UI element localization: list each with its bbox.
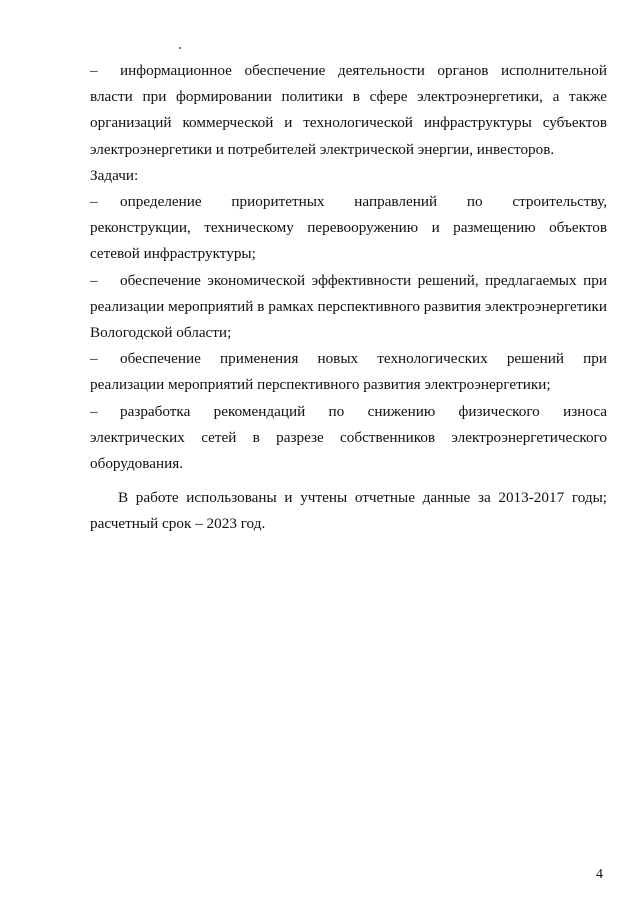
list-item-text: разработка рекомендаций по снижению физического износа электрических сетей в разрезе собственников электроэнергетического оборудования. bbox=[90, 402, 607, 473]
list-dash: – bbox=[90, 350, 98, 368]
list-item-information-support bbox=[90, 58, 607, 163]
list-item-text: обеспечение экономической эффективности решений, предлагаемых при реализации мероприятий в рамках перспективного развития электроэнергетики Вологодской области; bbox=[90, 271, 607, 342]
task-item-efficiency bbox=[90, 268, 607, 347]
document-body bbox=[90, 58, 607, 538]
list-dash: – bbox=[90, 271, 98, 289]
tasks-heading: Задачи: bbox=[90, 166, 139, 184]
list-item-text: информационное обеспечение деятельности органов исполнительной власти при формировании политики в сфере электроэнергетики, а также организаций коммерческой и технологической инфраструктуры субъектов электроэнергетики и потребителей электрической энергии, инвесторов. bbox=[90, 62, 607, 158]
list-dash: – bbox=[90, 193, 98, 211]
scan-speck bbox=[179, 47, 181, 49]
page-number: 4 bbox=[596, 867, 603, 882]
list-dash: – bbox=[90, 62, 98, 79]
task-item-recommendations bbox=[90, 399, 607, 478]
task-item-technologies bbox=[90, 346, 607, 398]
list-item-text: определение приоритетных направлений по строительству, реконструкции, техническому перевооружению и размещению объектов сетевой инфраструктуры; bbox=[90, 193, 607, 263]
list-dash: – bbox=[90, 402, 98, 420]
task-item-priorities bbox=[90, 189, 607, 268]
list-item-text: обеспечение применения новых технологических решений при реализации мероприятий перспективного развития электроэнергетики; bbox=[90, 350, 607, 394]
closing-paragraph: В работе использованы и учтены отчетные данные за 2013-2017 годы; расчетный срок – 2023 год. bbox=[90, 489, 607, 533]
